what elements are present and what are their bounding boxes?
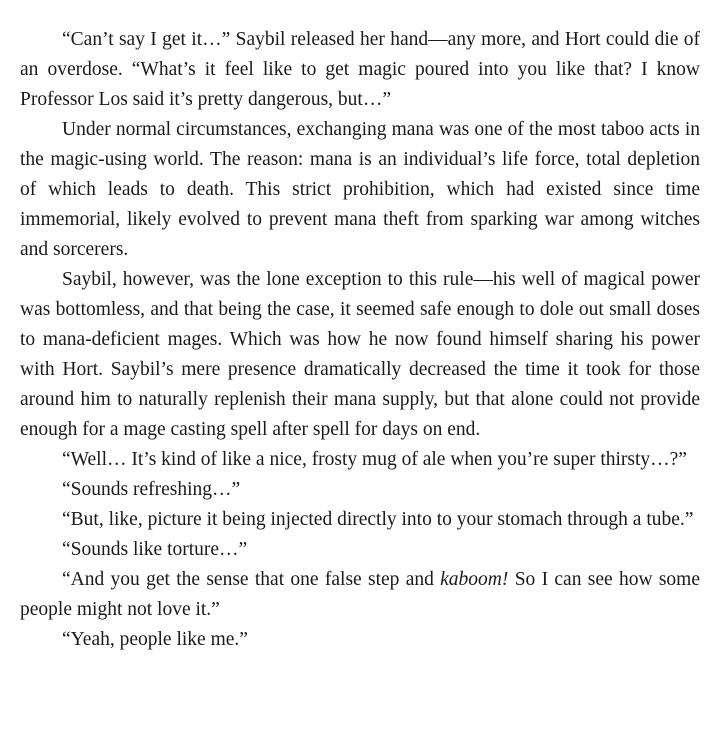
paragraph: “Well… It’s kind of like a nice, frosty mug of ale when you’re super thirsty…?” (62, 449, 687, 470)
paragraph: “Can’t say I get it…” Saybil released her hand—any more, and Hort could die of an overdose. “What’s it feel like to get magic poured into you like that? I know Professor Los said it’s pretty dangerous, but…” (20, 29, 700, 110)
paragraph-text: So I can see how some people might not love it.” (20, 569, 700, 620)
paragraph: Under normal circumstances, exchanging mana was one of the most taboo acts in the magic-using world. The reason: mana is an individual’s life force, total depletion of which leads to death. This strict prohibition, which had existed since time immemorial, likely evolved to prevent mana theft from sparking war among witches and sorcerers. (20, 119, 700, 260)
paragraph: “Sounds like torture…” (62, 539, 248, 560)
emphasis-text: kaboom! (440, 569, 509, 590)
paragraph: “Yeah, people like me.” (62, 629, 248, 650)
paragraph (20, 565, 700, 625)
paragraph-text: “And you get the sense that one false step and (62, 569, 441, 590)
paragraph: Saybil, however, was the lone exception to this rule—his well of magical power was bottomless, and that being the case, it seemed safe enough to dole out small doses to mana-deficient mages. Which was how he now found himself sharing his power with Hort. Saybil’s mere presence dramatically decreased the time it took for those around him to naturally replenish their mana supply, but that alone could not provide enough for a mage casting spell after spell for days on end. (20, 269, 700, 440)
paragraph: “But, like, picture it being injected directly into to your stomach through a tube.” (62, 509, 694, 530)
paragraph: “Sounds refreshing…” (62, 479, 241, 500)
book-page (20, 25, 700, 655)
